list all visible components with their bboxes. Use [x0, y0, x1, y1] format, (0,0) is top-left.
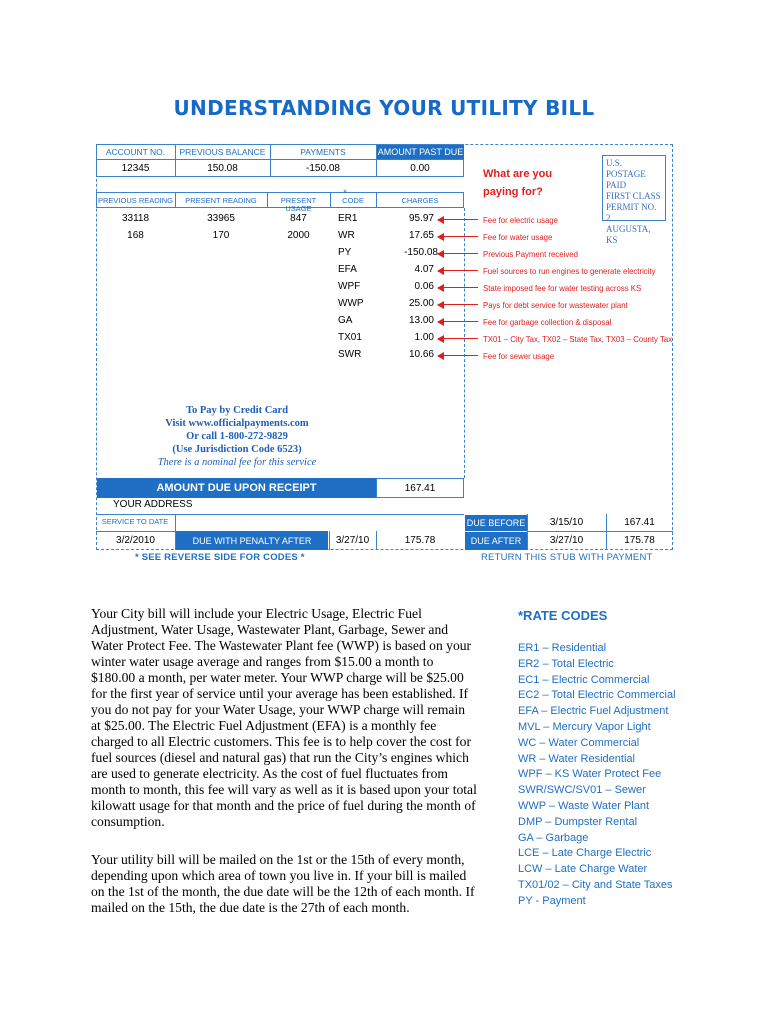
- rate-code-item: WWP – Waste Water Plant: [518, 799, 650, 812]
- explanation-paragraph: Your City bill will include your Electric Usage, Electric Fuel Adjustment, Water Usage, Wastewater Plant, Garbage, Sewer and Water Protect Fee. The Wastewater Plant fee (WWP) is based on your winter water usage average and ranges from $15.00 a month to $180.00 a month, per water meter. Your WWP charge will be $25.00 for the first year of service until your average has been established. If you do not pay for your Water Usage, your WWP charge will remain at $25.00. The Electric Fuel Adjustment (EFA) is a monthly fee charged to all Electric customers. This fee is to help cover the cost for fuel sources (diesel and natural gas) that run the City’s engines which are used to generate electricity. As the cost of fuel fluctuates from month to month, this fee will vary as well as it is based upon your total kilowatt usage for that month and the price of fuel during the month of consumption.: [91, 606, 477, 829]
- charges-header: CHARGES: [401, 196, 439, 205]
- credit-note: There is a nominal fee for this service: [157, 457, 317, 468]
- charge-note: Previous Payment received: [483, 250, 578, 259]
- charge-amount: -150.08: [404, 247, 438, 258]
- see-reverse-note: * SEE REVERSE SIDE FOR CODES *: [135, 552, 305, 563]
- present-usage-header: PRESENT USAGE: [280, 196, 317, 213]
- rate-codes-list: [518, 641, 676, 910]
- previous-balance-header: PREVIOUS BALANCE: [179, 147, 266, 157]
- reading-usage: 847: [290, 213, 307, 224]
- arrow-left-icon: [438, 287, 478, 288]
- charge-amount: 10.66: [408, 349, 434, 360]
- credit-card-info: [96, 404, 378, 469]
- due-with-penalty-label: DUE WITH PENALTY AFTER: [176, 531, 328, 550]
- what-paying-line: paying for?: [483, 186, 543, 198]
- due-after-amount: 175.78: [624, 535, 655, 546]
- charge-code: WR: [338, 230, 355, 241]
- rate-code-item: SWR/SWC/SV01 – Sewer: [518, 784, 646, 797]
- divider: [96, 159, 464, 160]
- rate-code-item: DMP – Dumpster Rental: [518, 815, 638, 828]
- postage-indicia: [602, 155, 666, 245]
- charge-code: WPF: [338, 281, 361, 292]
- charge-note: Fee for water usage: [483, 233, 553, 242]
- payments-header: PAYMENTS: [300, 147, 346, 157]
- what-paying-line: What are you: [483, 168, 553, 180]
- charge-code: GA: [338, 315, 353, 326]
- arrow-left-icon: [438, 304, 478, 305]
- charge-code: SWR: [338, 349, 362, 360]
- reading-present: 33965: [207, 213, 235, 224]
- reading-prev: 33118: [121, 213, 150, 224]
- your-address: YOUR ADDRESS: [113, 499, 193, 510]
- arrow-left-icon: [438, 253, 478, 254]
- charge-note: Fee for electric usage: [483, 216, 558, 225]
- mailing-paragraph: Your utility bill will be mailed on the 1st or the 15th of every month, depending upon which area of town you live in. If your bill is mailed on the 1st of the month, the due date will be the 12th of each month. If mailed on the 15th, the due date is the 27th of each month.: [91, 852, 475, 915]
- charge-code: PY: [338, 247, 352, 258]
- credit-line: (Use Jurisdiction Code 6523): [172, 444, 302, 455]
- account-no-value: 12345: [121, 163, 150, 174]
- rate-code-item: WPF – KS Water Protect Fee: [518, 768, 662, 781]
- rate-code-item: EC2 – Total Electric Commercial: [518, 689, 676, 702]
- rate-code-item: ER1 – Residential: [518, 642, 607, 654]
- charge-note: Pays for debt service for wastewater plant: [483, 301, 628, 310]
- rate-code-item: LCW – Late Charge Water: [518, 863, 648, 876]
- credit-line: To Pay by Credit Card: [185, 405, 289, 416]
- reading-prev: 168: [127, 230, 144, 241]
- postage-line: FIRST CLASS: [606, 191, 661, 201]
- rate-code-item: MVL – Mercury Vapor Light: [518, 720, 651, 733]
- amount-past-due-value: 0.00: [410, 163, 430, 174]
- divider: [96, 531, 176, 532]
- postage-line: AUGUSTA, KS: [606, 224, 651, 245]
- payments-value: -150.08: [306, 163, 340, 174]
- divider: [96, 514, 464, 515]
- charge-amount: 25.00: [408, 298, 434, 309]
- charge-code: EFA: [338, 264, 357, 275]
- charge-amount: 0.06: [414, 281, 434, 292]
- rate-code-item: EC1 – Electric Commercial: [518, 673, 650, 686]
- charge-code: TX01: [338, 332, 362, 343]
- arrow-left-icon: [438, 236, 478, 237]
- account-no-header: ACCOUNT NO.: [105, 147, 166, 157]
- arrow-left-icon: [438, 270, 478, 271]
- present-reading-header: PRESENT READING: [185, 196, 257, 205]
- arrow-left-icon: [438, 338, 478, 339]
- due-before-amount: 167.41: [624, 517, 655, 528]
- return-stub-note: RETURN THIS STUB WITH PAYMENT: [481, 552, 653, 563]
- reading-present: 170: [212, 230, 230, 241]
- charge-amount: 13.00: [408, 315, 434, 326]
- rate-code-item: WR – Water Residential: [518, 752, 635, 765]
- credit-url: Visit www.officialpayments.com: [165, 418, 309, 429]
- rate-code-item: PY - Payment: [518, 894, 586, 907]
- code-star: *: [343, 188, 347, 198]
- due-before-date: 3/15/10: [549, 517, 584, 528]
- rate-codes-title: *RATE CODES: [518, 608, 608, 623]
- previous-reading-header: PREVIOUS READING: [97, 196, 173, 205]
- due-after-date: 3/27/10: [549, 535, 584, 546]
- charge-code: WWP: [338, 298, 364, 309]
- amount-due-label: AMOUNT DUE UPON RECEIPT: [97, 478, 376, 498]
- previous-balance-value: 150.08: [207, 163, 238, 174]
- postage-line: PAID: [606, 180, 627, 190]
- rate-code-item: TX01/02 – City and State Taxes: [518, 878, 673, 891]
- charge-note: Fee for sewer usage: [483, 352, 555, 361]
- rate-code-item: WC – Water Commercial: [518, 736, 640, 749]
- charge-note: State imposed fee for water testing across KS: [483, 284, 642, 293]
- charge-note: Fee for garbage collection & disposal: [483, 318, 612, 327]
- penalty-date: 3/27/10: [335, 535, 370, 546]
- rate-code-item: LCE – Late Charge Electric: [518, 847, 652, 860]
- postage-line: U.S. POSTAGE: [606, 158, 646, 179]
- rate-code-item: GA – Garbage: [518, 831, 589, 844]
- charge-amount: 4.07: [414, 264, 434, 275]
- due-after-label: DUE AFTER: [465, 532, 527, 550]
- service-to-date-label: SERVICE TO DATE: [101, 517, 169, 526]
- credit-phone: Or call 1-800-272-9829: [186, 431, 288, 442]
- charge-code: ER1: [338, 213, 358, 224]
- penalty-amount: 175.78: [404, 535, 436, 546]
- due-before-label: DUE BEFORE: [465, 515, 527, 531]
- amount-due-value: 167.41: [404, 483, 436, 494]
- charge-amount: 1.00: [414, 332, 434, 343]
- amount-past-due-header: AMOUNT PAST DUE: [377, 147, 464, 157]
- charge-amount: 17.65: [408, 230, 434, 241]
- code-header: CODE: [342, 196, 364, 205]
- reading-usage: 2000: [287, 230, 310, 241]
- rate-code-item: ER2 – Total Electric: [518, 657, 614, 670]
- page-title: UNDERSTANDING YOUR UTILITY BILL: [173, 96, 595, 120]
- divider: [527, 531, 673, 532]
- arrow-left-icon: [438, 321, 478, 322]
- divider: [464, 208, 465, 478]
- arrow-left-icon: [438, 355, 478, 356]
- service-to-date-value: 3/2/2010: [116, 535, 155, 546]
- charge-note: Fuel sources to run engines to generate electricity: [483, 267, 656, 276]
- rate-code-item: EFA – Electric Fuel Adjustment: [518, 705, 669, 718]
- charge-amount: 95.97: [408, 213, 434, 224]
- charge-note: TX01 – City Tax, TX02 – State Tax, TX03 – County Tax: [483, 335, 673, 344]
- postage-line: PERMIT NO. 2: [606, 202, 657, 223]
- what-paying-for-label: [483, 165, 552, 201]
- arrow-left-icon: [438, 219, 478, 220]
